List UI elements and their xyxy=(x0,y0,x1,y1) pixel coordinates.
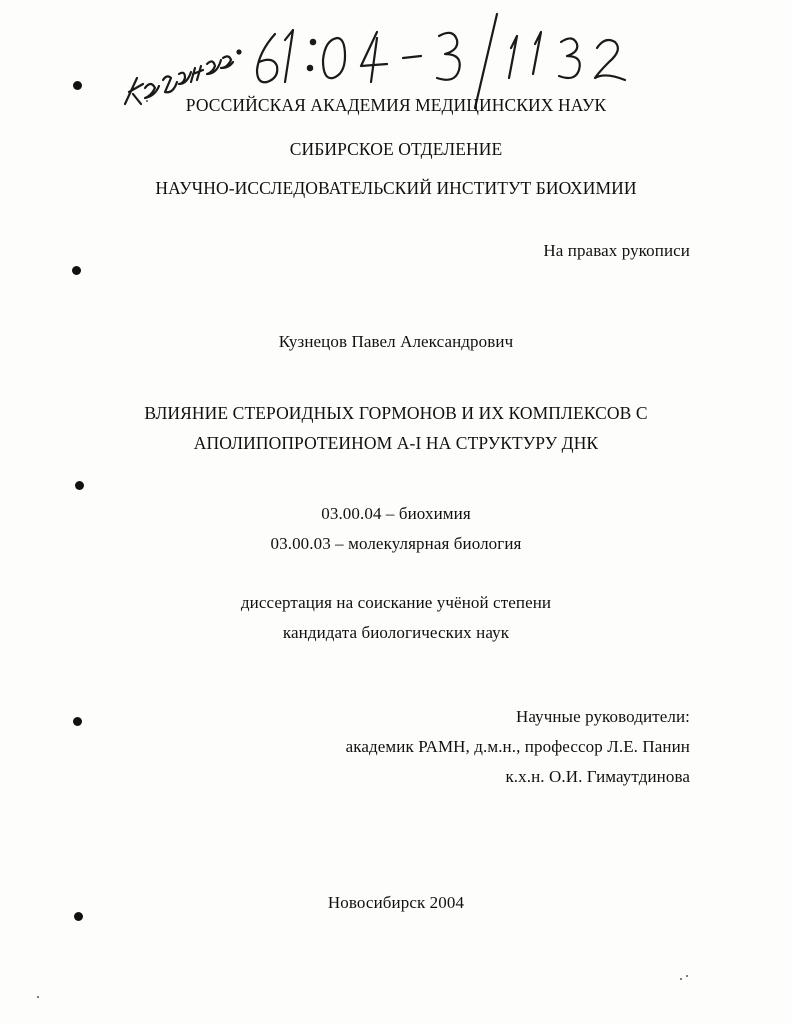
punch-hole-mark xyxy=(73,717,82,726)
author-name: Кузнецов Павел Александрович xyxy=(278,332,514,351)
punch-hole-mark xyxy=(74,912,83,921)
manuscript-note: На правах рукописи xyxy=(543,241,690,260)
academy-name: РОССИЙСКАЯ АКАДЕМИЯ МЕДИЦИНСКИХ НАУК xyxy=(185,95,607,115)
scan-speck xyxy=(686,975,688,977)
punch-hole-mark xyxy=(73,81,82,90)
place-year: Новосибирск 2004 xyxy=(327,893,465,912)
punch-hole-mark xyxy=(72,266,81,275)
specialty-molecular-biology: 03.00.03 – молекулярная биология xyxy=(270,534,522,553)
branch-name: СИБИРСКОЕ ОТДЕЛЕНИЕ xyxy=(289,139,503,159)
institute-name: НАУЧНО-ИССЛЕДОВАТЕЛЬСКИЙ ИНСТИТУТ БИОХИМИИ xyxy=(155,178,637,198)
dissertation-title-line-1: ВЛИЯНИЕ СТЕРОИДНЫХ ГОРМОНОВ И ИХ КОМПЛЕКСОВ С xyxy=(144,403,648,423)
degree-line-2: кандидата биологических наук xyxy=(282,623,510,642)
supervisor-panin: академик РАМН, д.м.н., профессор Л.Е. Панин xyxy=(345,737,690,756)
scan-speck xyxy=(680,978,682,980)
degree-line-1: диссертация на соискание учёной степени xyxy=(240,593,552,612)
supervisors-heading: Научные руководители: xyxy=(515,707,690,726)
specialty-biochemistry: 03.00.04 – биохимия xyxy=(321,504,471,523)
dissertation-title-line-2: АПОЛИПОПРОТЕИНОМ А-I НА СТРУКТУРУ ДНК xyxy=(193,433,599,453)
scan-speck xyxy=(37,996,39,998)
punch-hole-mark xyxy=(75,481,84,490)
supervisor-gimautdinova: к.х.н. О.И. Гимаутдинова xyxy=(505,767,690,786)
